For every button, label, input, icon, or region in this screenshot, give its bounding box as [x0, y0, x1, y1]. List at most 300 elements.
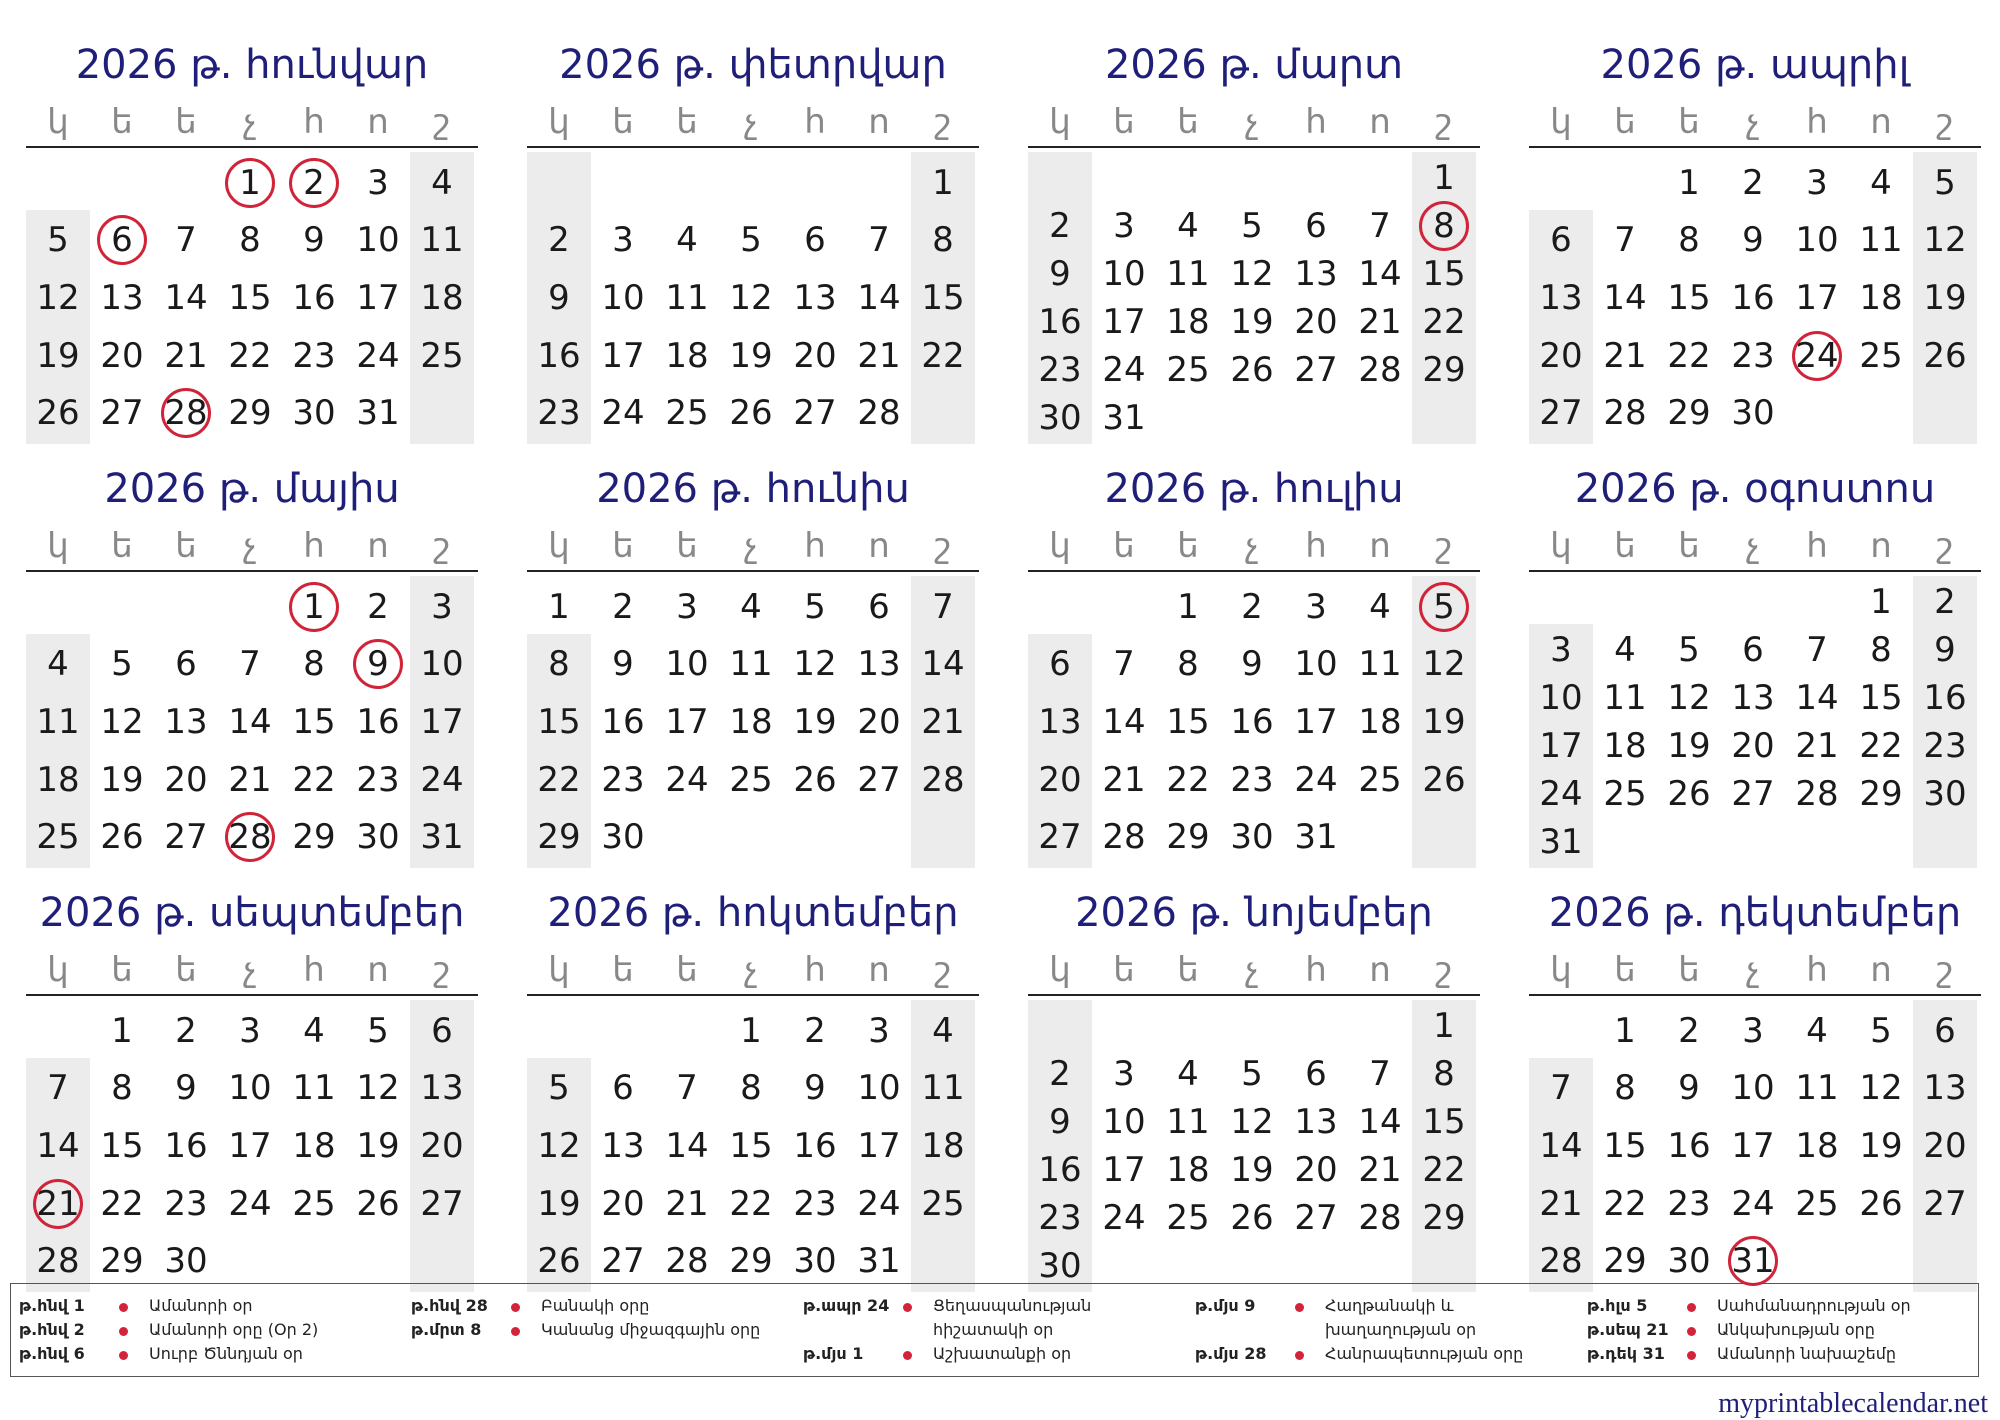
day-cell[interactable]: 4: [740, 586, 762, 627]
day-cell[interactable]: 8: [111, 1068, 133, 1109]
day-cell[interactable]: 12: [1859, 1068, 1903, 1109]
day-cell[interactable]: 9: [303, 220, 325, 261]
day-cell[interactable]: 9: [804, 1068, 826, 1109]
day-cell[interactable]: 2: [548, 220, 570, 261]
day-cell[interactable]: 22: [1603, 1183, 1647, 1224]
day-cell[interactable]: 4: [431, 162, 453, 203]
day-cell[interactable]: 21: [1539, 1183, 1583, 1224]
day-cell[interactable]: 9: [1678, 1068, 1700, 1109]
day-cell[interactable]: 10: [857, 1068, 901, 1109]
day-cell[interactable]: 9: [175, 1068, 197, 1109]
day-cell[interactable]: 14: [665, 1126, 709, 1166]
day-cell[interactable]: 12: [729, 278, 773, 318]
day-cell[interactable]: 4: [676, 220, 698, 261]
day-cell[interactable]: 18: [1603, 726, 1647, 766]
day-cell[interactable]: 10: [1731, 1068, 1775, 1109]
day-cell[interactable]: 13: [1038, 702, 1082, 742]
day-cell[interactable]: 23: [1038, 350, 1082, 390]
website-link[interactable]: myprintablecalendar.net: [1718, 1388, 1988, 1419]
day-cell[interactable]: 16: [1230, 702, 1274, 742]
day-cell[interactable]: 30: [164, 1241, 208, 1282]
day-cell[interactable]: 4: [1614, 630, 1636, 670]
day-cell[interactable]: 15: [1859, 678, 1903, 718]
day-cell[interactable]: 27: [1294, 350, 1338, 390]
day-cell[interactable]: 21: [857, 335, 901, 376]
day-cell[interactable]: 1: [1678, 162, 1700, 203]
day-cell[interactable]: 21: [1795, 726, 1839, 766]
day-cell[interactable]: 10: [665, 644, 709, 685]
day-cell[interactable]: 1: [239, 162, 261, 203]
day-cell[interactable]: 10: [420, 644, 464, 685]
day-cell[interactable]: 14: [1358, 1102, 1402, 1142]
day-cell[interactable]: 31: [420, 817, 464, 858]
day-cell[interactable]: 23: [292, 335, 336, 376]
day-cell[interactable]: 24: [857, 1183, 901, 1224]
day-cell[interactable]: 27: [100, 393, 144, 434]
day-cell[interactable]: 24: [1795, 335, 1839, 376]
day-cell[interactable]: 31: [1731, 1241, 1775, 1282]
day-cell[interactable]: 13: [793, 278, 837, 318]
day-cell[interactable]: 2: [804, 1010, 826, 1051]
day-cell[interactable]: 6: [1742, 630, 1764, 670]
day-cell[interactable]: 4: [932, 1010, 954, 1051]
day-cell[interactable]: 28: [228, 817, 272, 858]
day-cell[interactable]: 12: [793, 644, 837, 685]
day-cell[interactable]: 11: [36, 702, 80, 742]
day-cell[interactable]: 17: [228, 1126, 272, 1166]
day-cell[interactable]: 7: [868, 220, 890, 261]
day-cell[interactable]: 2: [1934, 582, 1956, 622]
day-cell[interactable]: 11: [1358, 644, 1402, 685]
day-cell[interactable]: 15: [1166, 702, 1210, 742]
day-cell[interactable]: 10: [1539, 678, 1583, 718]
day-cell[interactable]: 30: [1038, 398, 1082, 438]
day-cell[interactable]: 9: [1049, 1102, 1071, 1142]
day-cell[interactable]: 26: [729, 393, 773, 434]
day-cell[interactable]: 23: [164, 1183, 208, 1224]
day-cell[interactable]: 27: [420, 1183, 464, 1224]
day-cell[interactable]: 8: [740, 1068, 762, 1109]
day-cell[interactable]: 2: [1241, 586, 1263, 627]
day-cell[interactable]: 8: [1614, 1068, 1636, 1109]
day-cell[interactable]: 30: [1038, 1246, 1082, 1286]
day-cell[interactable]: 7: [239, 644, 261, 685]
day-cell[interactable]: 21: [1603, 335, 1647, 376]
day-cell[interactable]: 26: [356, 1183, 400, 1224]
day-cell[interactable]: 19: [537, 1183, 581, 1224]
day-cell[interactable]: 4: [1806, 1010, 1828, 1051]
day-cell[interactable]: 29: [100, 1241, 144, 1282]
day-cell[interactable]: 15: [228, 278, 272, 318]
day-cell[interactable]: 20: [1923, 1126, 1967, 1166]
day-cell[interactable]: 8: [1870, 630, 1892, 670]
day-cell[interactable]: 21: [1358, 302, 1402, 342]
day-cell[interactable]: 8: [932, 220, 954, 261]
day-cell[interactable]: 9: [1241, 644, 1263, 685]
day-cell[interactable]: 8: [1433, 206, 1455, 246]
day-cell[interactable]: 21: [665, 1183, 709, 1224]
day-cell[interactable]: 13: [1923, 1068, 1967, 1109]
day-cell[interactable]: 17: [601, 335, 645, 376]
day-cell[interactable]: 5: [1241, 206, 1263, 246]
day-cell[interactable]: 6: [111, 220, 133, 261]
day-cell[interactable]: 10: [1294, 644, 1338, 685]
day-cell[interactable]: 30: [1667, 1241, 1711, 1282]
day-cell[interactable]: 12: [1923, 220, 1967, 261]
day-cell[interactable]: 27: [1539, 393, 1583, 434]
day-cell[interactable]: 21: [164, 335, 208, 376]
day-cell[interactable]: 13: [857, 644, 901, 685]
day-cell[interactable]: 10: [601, 278, 645, 318]
day-cell[interactable]: 3: [676, 586, 698, 627]
day-cell[interactable]: 17: [356, 278, 400, 318]
day-cell[interactable]: 29: [292, 817, 336, 858]
day-cell[interactable]: 2: [1049, 1054, 1071, 1094]
day-cell[interactable]: 14: [1102, 702, 1146, 742]
day-cell[interactable]: 29: [729, 1241, 773, 1282]
day-cell[interactable]: 30: [793, 1241, 837, 1282]
day-cell[interactable]: 29: [1166, 817, 1210, 858]
day-cell[interactable]: 31: [356, 393, 400, 434]
day-cell[interactable]: 22: [537, 759, 581, 800]
day-cell[interactable]: 16: [1667, 1126, 1711, 1166]
day-cell[interactable]: 17: [665, 702, 709, 742]
day-cell[interactable]: 10: [228, 1068, 272, 1109]
day-cell[interactable]: 28: [921, 759, 965, 800]
day-cell[interactable]: 2: [303, 162, 325, 203]
day-cell[interactable]: 7: [1369, 1054, 1391, 1094]
day-cell[interactable]: 13: [164, 702, 208, 742]
day-cell[interactable]: 25: [1859, 335, 1903, 376]
day-cell[interactable]: 27: [857, 759, 901, 800]
day-cell[interactable]: 5: [1870, 1010, 1892, 1051]
day-cell[interactable]: 21: [36, 1183, 80, 1224]
day-cell[interactable]: 20: [164, 759, 208, 800]
day-cell[interactable]: 20: [1539, 335, 1583, 376]
day-cell[interactable]: 15: [1667, 278, 1711, 318]
day-cell[interactable]: 21: [228, 759, 272, 800]
day-cell[interactable]: 29: [1422, 350, 1466, 390]
day-cell[interactable]: 29: [537, 817, 581, 858]
day-cell[interactable]: 28: [1795, 774, 1839, 814]
day-cell[interactable]: 4: [47, 644, 69, 685]
day-cell[interactable]: 15: [1422, 254, 1466, 294]
day-cell[interactable]: 22: [1166, 759, 1210, 800]
day-cell[interactable]: 25: [1358, 759, 1402, 800]
day-cell[interactable]: 1: [1433, 158, 1455, 198]
day-cell[interactable]: 10: [1795, 220, 1839, 261]
day-cell[interactable]: 20: [1038, 759, 1082, 800]
day-cell[interactable]: 16: [1923, 678, 1967, 718]
day-cell[interactable]: 4: [1870, 162, 1892, 203]
day-cell[interactable]: 26: [537, 1241, 581, 1282]
day-cell[interactable]: 16: [356, 702, 400, 742]
day-cell[interactable]: 29: [228, 393, 272, 434]
day-cell[interactable]: 20: [793, 335, 837, 376]
day-cell[interactable]: 14: [228, 702, 272, 742]
day-cell[interactable]: 16: [537, 335, 581, 376]
day-cell[interactable]: 22: [1422, 1150, 1466, 1190]
day-cell[interactable]: 25: [36, 817, 80, 858]
day-cell[interactable]: 7: [1113, 644, 1135, 685]
day-cell[interactable]: 5: [47, 220, 69, 261]
day-cell[interactable]: 5: [1241, 1054, 1263, 1094]
day-cell[interactable]: 7: [676, 1068, 698, 1109]
day-cell[interactable]: 12: [1230, 1102, 1274, 1142]
day-cell[interactable]: 9: [1934, 630, 1956, 670]
day-cell[interactable]: 23: [356, 759, 400, 800]
day-cell[interactable]: 25: [1166, 350, 1210, 390]
day-cell[interactable]: 20: [1294, 1150, 1338, 1190]
day-cell[interactable]: 9: [1049, 254, 1071, 294]
day-cell[interactable]: 30: [1731, 393, 1775, 434]
day-cell[interactable]: 1: [1614, 1010, 1636, 1051]
day-cell[interactable]: 7: [47, 1068, 69, 1109]
day-cell[interactable]: 29: [1422, 1198, 1466, 1238]
day-cell[interactable]: 21: [1102, 759, 1146, 800]
day-cell[interactable]: 19: [1923, 278, 1967, 318]
day-cell[interactable]: 5: [740, 220, 762, 261]
day-cell[interactable]: 31: [1294, 817, 1338, 858]
day-cell[interactable]: 17: [1102, 1150, 1146, 1190]
day-cell[interactable]: 14: [164, 278, 208, 318]
day-cell[interactable]: 24: [1102, 350, 1146, 390]
day-cell[interactable]: 11: [1166, 1102, 1210, 1142]
day-cell[interactable]: 23: [1038, 1198, 1082, 1238]
day-cell[interactable]: 31: [857, 1241, 901, 1282]
day-cell[interactable]: 25: [1166, 1198, 1210, 1238]
day-cell[interactable]: 14: [1358, 254, 1402, 294]
day-cell[interactable]: 25: [921, 1183, 965, 1224]
day-cell[interactable]: 7: [1806, 630, 1828, 670]
day-cell[interactable]: 16: [164, 1126, 208, 1166]
day-cell[interactable]: 17: [1731, 1126, 1775, 1166]
day-cell[interactable]: 15: [921, 278, 965, 318]
day-cell[interactable]: 21: [921, 702, 965, 742]
day-cell[interactable]: 25: [1603, 774, 1647, 814]
day-cell[interactable]: 19: [1422, 702, 1466, 742]
day-cell[interactable]: 2: [612, 586, 634, 627]
day-cell[interactable]: 28: [1102, 817, 1146, 858]
day-cell[interactable]: 24: [601, 393, 645, 434]
day-cell[interactable]: 23: [1230, 759, 1274, 800]
day-cell[interactable]: 1: [1177, 586, 1199, 627]
day-cell[interactable]: 12: [537, 1126, 581, 1166]
day-cell[interactable]: 17: [1102, 302, 1146, 342]
day-cell[interactable]: 24: [1731, 1183, 1775, 1224]
day-cell[interactable]: 22: [729, 1183, 773, 1224]
day-cell[interactable]: 6: [612, 1068, 634, 1109]
day-cell[interactable]: 3: [367, 162, 389, 203]
day-cell[interactable]: 29: [1667, 393, 1711, 434]
day-cell[interactable]: 11: [1859, 220, 1903, 261]
day-cell[interactable]: 20: [100, 335, 144, 376]
day-cell[interactable]: 18: [1166, 302, 1210, 342]
day-cell[interactable]: 30: [292, 393, 336, 434]
day-cell[interactable]: 28: [36, 1241, 80, 1282]
day-cell[interactable]: 19: [1230, 302, 1274, 342]
day-cell[interactable]: 6: [431, 1010, 453, 1051]
day-cell[interactable]: 17: [1294, 702, 1338, 742]
day-cell[interactable]: 12: [1422, 644, 1466, 685]
day-cell[interactable]: 26: [36, 393, 80, 434]
day-cell[interactable]: 2: [367, 586, 389, 627]
day-cell[interactable]: 6: [175, 644, 197, 685]
day-cell[interactable]: 14: [1795, 678, 1839, 718]
day-cell[interactable]: 15: [537, 702, 581, 742]
day-cell[interactable]: 5: [367, 1010, 389, 1051]
day-cell[interactable]: 30: [1923, 774, 1967, 814]
day-cell[interactable]: 9: [367, 644, 389, 685]
day-cell[interactable]: 18: [420, 278, 464, 318]
day-cell[interactable]: 24: [1539, 774, 1583, 814]
day-cell[interactable]: 18: [36, 759, 80, 800]
day-cell[interactable]: 6: [1049, 644, 1071, 685]
day-cell[interactable]: 11: [729, 644, 773, 685]
day-cell[interactable]: 8: [1177, 644, 1199, 685]
day-cell[interactable]: 18: [729, 702, 773, 742]
day-cell[interactable]: 23: [1731, 335, 1775, 376]
day-cell[interactable]: 30: [1230, 817, 1274, 858]
day-cell[interactable]: 27: [1731, 774, 1775, 814]
day-cell[interactable]: 20: [601, 1183, 645, 1224]
day-cell[interactable]: 22: [1859, 726, 1903, 766]
day-cell[interactable]: 12: [100, 702, 144, 742]
day-cell[interactable]: 22: [1422, 302, 1466, 342]
day-cell[interactable]: 18: [1859, 278, 1903, 318]
day-cell[interactable]: 6: [1550, 220, 1572, 261]
day-cell[interactable]: 11: [665, 278, 709, 318]
day-cell[interactable]: 5: [111, 644, 133, 685]
day-cell[interactable]: 14: [1603, 278, 1647, 318]
day-cell[interactable]: 3: [1113, 206, 1135, 246]
day-cell[interactable]: 13: [1294, 254, 1338, 294]
day-cell[interactable]: 3: [1113, 1054, 1135, 1094]
day-cell[interactable]: 18: [921, 1126, 965, 1166]
day-cell[interactable]: 28: [1539, 1241, 1583, 1282]
day-cell[interactable]: 31: [1102, 398, 1146, 438]
day-cell[interactable]: 23: [1667, 1183, 1711, 1224]
day-cell[interactable]: 4: [303, 1010, 325, 1051]
day-cell[interactable]: 7: [1369, 206, 1391, 246]
day-cell[interactable]: 24: [1102, 1198, 1146, 1238]
day-cell[interactable]: 15: [292, 702, 336, 742]
day-cell[interactable]: 4: [1369, 586, 1391, 627]
day-cell[interactable]: 11: [292, 1068, 336, 1109]
day-cell[interactable]: 11: [921, 1068, 965, 1109]
day-cell[interactable]: 18: [1358, 702, 1402, 742]
day-cell[interactable]: 8: [239, 220, 261, 261]
day-cell[interactable]: 19: [1859, 1126, 1903, 1166]
day-cell[interactable]: 14: [857, 278, 901, 318]
day-cell[interactable]: 14: [36, 1126, 80, 1166]
day-cell[interactable]: 26: [1923, 335, 1967, 376]
day-cell[interactable]: 10: [1102, 1102, 1146, 1142]
day-cell[interactable]: 5: [1678, 630, 1700, 670]
day-cell[interactable]: 25: [665, 393, 709, 434]
day-cell[interactable]: 17: [1795, 278, 1839, 318]
day-cell[interactable]: 22: [228, 335, 272, 376]
day-cell[interactable]: 19: [793, 702, 837, 742]
day-cell[interactable]: 6: [1934, 1010, 1956, 1051]
day-cell[interactable]: 24: [356, 335, 400, 376]
day-cell[interactable]: 1: [932, 162, 954, 203]
day-cell[interactable]: 8: [1433, 1054, 1455, 1094]
day-cell[interactable]: 20: [1294, 302, 1338, 342]
day-cell[interactable]: 19: [1230, 1150, 1274, 1190]
day-cell[interactable]: 26: [1667, 774, 1711, 814]
day-cell[interactable]: 5: [1934, 162, 1956, 203]
day-cell[interactable]: 19: [100, 759, 144, 800]
day-cell[interactable]: 9: [612, 644, 634, 685]
day-cell[interactable]: 20: [857, 702, 901, 742]
day-cell[interactable]: 4: [1177, 206, 1199, 246]
day-cell[interactable]: 18: [665, 335, 709, 376]
day-cell[interactable]: 14: [1539, 1126, 1583, 1166]
day-cell[interactable]: 28: [1603, 393, 1647, 434]
day-cell[interactable]: 29: [1603, 1241, 1647, 1282]
day-cell[interactable]: 26: [1230, 1198, 1274, 1238]
day-cell[interactable]: 15: [100, 1126, 144, 1166]
day-cell[interactable]: 12: [1230, 254, 1274, 294]
day-cell[interactable]: 13: [1294, 1102, 1338, 1142]
day-cell[interactable]: 9: [1742, 220, 1764, 261]
day-cell[interactable]: 13: [100, 278, 144, 318]
day-cell[interactable]: 5: [548, 1068, 570, 1109]
day-cell[interactable]: 26: [793, 759, 837, 800]
day-cell[interactable]: 11: [420, 220, 464, 261]
day-cell[interactable]: 3: [612, 220, 634, 261]
day-cell[interactable]: 17: [420, 702, 464, 742]
day-cell[interactable]: 4: [1177, 1054, 1199, 1094]
day-cell[interactable]: 5: [1433, 586, 1455, 627]
day-cell[interactable]: 23: [601, 759, 645, 800]
day-cell[interactable]: 18: [1166, 1150, 1210, 1190]
day-cell[interactable]: 12: [1667, 678, 1711, 718]
day-cell[interactable]: 3: [1305, 586, 1327, 627]
day-cell[interactable]: 24: [420, 759, 464, 800]
day-cell[interactable]: 30: [601, 817, 645, 858]
day-cell[interactable]: 7: [175, 220, 197, 261]
day-cell[interactable]: 7: [1614, 220, 1636, 261]
day-cell[interactable]: 2: [175, 1010, 197, 1051]
day-cell[interactable]: 16: [1038, 302, 1082, 342]
day-cell[interactable]: 21: [1358, 1150, 1402, 1190]
day-cell[interactable]: 26: [1230, 350, 1274, 390]
day-cell[interactable]: 1: [303, 586, 325, 627]
day-cell[interactable]: 18: [1795, 1126, 1839, 1166]
day-cell[interactable]: 20: [1731, 726, 1775, 766]
day-cell[interactable]: 17: [857, 1126, 901, 1166]
day-cell[interactable]: 26: [100, 817, 144, 858]
day-cell[interactable]: 6: [1305, 206, 1327, 246]
day-cell[interactable]: 13: [1539, 278, 1583, 318]
day-cell[interactable]: 31: [1539, 822, 1583, 862]
day-cell[interactable]: 15: [1422, 1102, 1466, 1142]
day-cell[interactable]: 28: [857, 393, 901, 434]
day-cell[interactable]: 23: [537, 393, 581, 434]
day-cell[interactable]: 3: [1742, 1010, 1764, 1051]
day-cell[interactable]: 27: [1294, 1198, 1338, 1238]
day-cell[interactable]: 23: [1923, 726, 1967, 766]
day-cell[interactable]: 27: [1923, 1183, 1967, 1224]
day-cell[interactable]: 28: [164, 393, 208, 434]
day-cell[interactable]: 19: [356, 1126, 400, 1166]
day-cell[interactable]: 30: [356, 817, 400, 858]
day-cell[interactable]: 2: [1678, 1010, 1700, 1051]
day-cell[interactable]: 15: [1603, 1126, 1647, 1166]
day-cell[interactable]: 8: [1678, 220, 1700, 261]
